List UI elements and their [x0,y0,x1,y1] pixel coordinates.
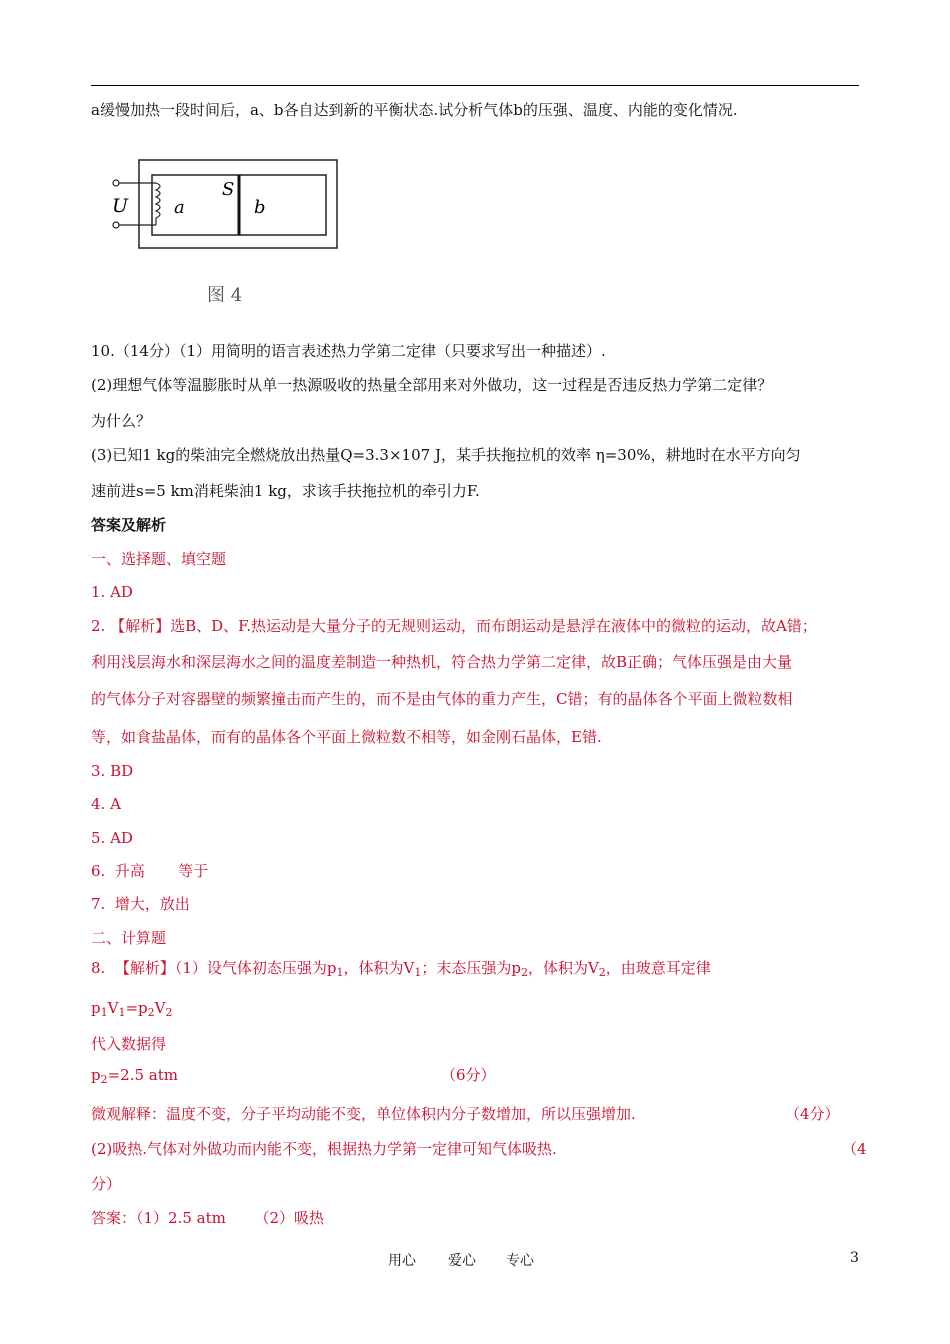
answer-8-score1: （6分） [441,1066,496,1084]
section2-title: 二、计算题 [91,929,167,947]
answer-2-line4: 等，如食盐晶体，而有的晶体各个平面上微粒数不相等，如金刚石晶体，E错. [91,728,602,746]
label-a: a [174,197,185,218]
answer-8-line5: 微观解释：温度不变，分子平均动能不变，单位体积内分子数增加，所以压强增加. [91,1105,636,1123]
label-S: S [222,179,235,200]
answer-6: 6. 升高 等于 [91,862,209,880]
answer-8-line7: 分） [91,1175,122,1193]
answer-8-final: 答案：（1）2.5 atm （2）吸热 [91,1209,325,1227]
answer-8-line6: (2)吸热.气体对外做功而内能不变，根据热力学第一定律可知气体吸热. [91,1140,557,1158]
answer-2-line3: 的气体分子对容器壁的频繁撞击而产生的，而不是由气体的重力产生，C错；有的晶体各个平面上微粒数相 [91,690,793,708]
answer-1: 1. AD [91,583,133,601]
label-b: b [254,197,266,218]
answer-4: 4. A [91,795,121,813]
footer-text-2: 爱心 [448,1253,476,1269]
q10-line1: 10.（14分）（1）用简明的语言表述热力学第二定律（只要求写出一种描述）. [91,342,606,360]
q10-line4: (3)已知1 kg的柴油完全燃烧放出热量Q=3.3×107 J，某手扶拖拉机的效率 η=30%，耕地时在水平方向匀 [91,446,801,464]
q10-line3: 为什么？ [91,412,152,430]
q10-line2: (2)理想气体等温膨胀时从单一热源吸收的热量全部用来对外做功，这一过程是否违反热力学第二定律？ [91,376,773,394]
question9-tail: a缓慢加热一段时间后，a、b各自达到新的平衡状态.试分析气体b的压强、温度、内能的变化情况. [91,101,738,119]
footer-text-1: 用心 [388,1253,416,1269]
answer-7: 7. 增大，放出 [91,895,190,913]
answer-8-line3: 代入数据得 [91,1035,167,1053]
answer-2-line1: 2. 【解析】选B、D、F.热运动是大量分子的无规则运动，而布朗运动是悬浮在液体中的微粒的运动，故A错； [91,617,817,635]
header-rule [91,85,859,86]
answer-2-line2: 利用浅层海水和深层海水之间的温度差制造一种热机，符合热力学第二定律，故B正确；气体压强是由大量 [91,653,793,671]
figure-caption: 图 4 [207,285,243,306]
boyle-equation: $p_1V_1=p_2V_2$ [91,999,173,1019]
answer-5: 5. AD [91,829,133,847]
footer-text-3: 专心 [506,1253,534,1269]
label-U: U [112,195,129,217]
page-number: 3 [850,1250,859,1266]
section1-title: 一、选择题、填空题 [91,550,227,568]
answer-8-score3: （4 [842,1140,867,1158]
answer-8-line1: 8. 【解析】（1）设气体初态压强为$p_1$，体积为$V_1$；末态压强为$p_2$，体积为$V_2$，由玻意耳定律 [91,959,711,979]
answer-3: 3. BD [91,762,134,780]
answers-heading: 答案及解析 [91,516,167,534]
q10-line5: 速前进s=5 km消耗柴油1 kg，求该手扶拖拉机的牵引力F. [91,482,480,500]
answer-8-score2: （4分） [785,1105,840,1123]
answer-8-line4: $p_2=2.5$ atm [91,1066,178,1086]
